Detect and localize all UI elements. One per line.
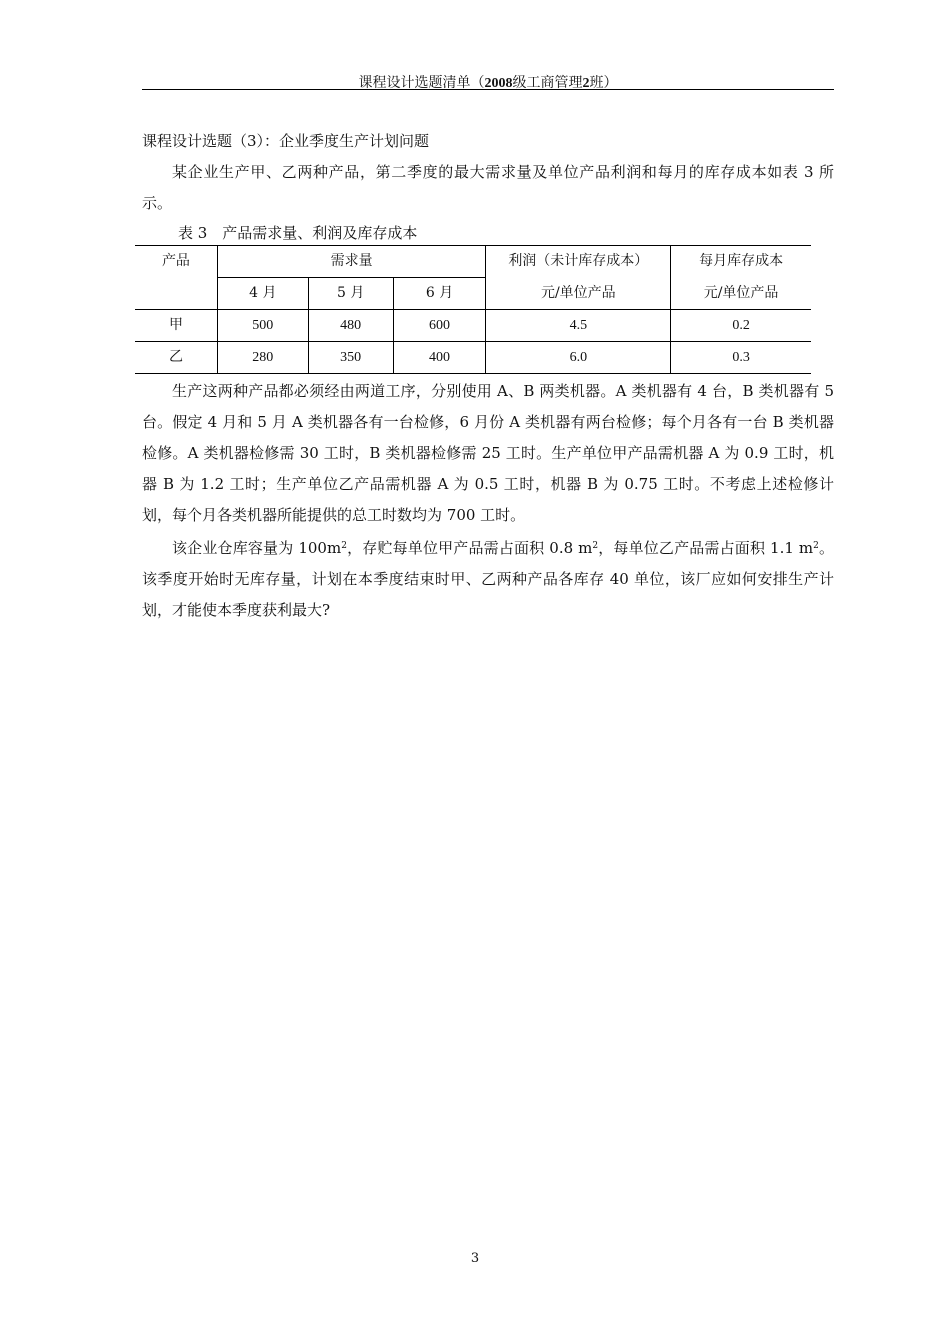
table-subheader-row [135,278,811,310]
header-year: 2008 [484,76,513,91]
cell-demand-m4: 280 [217,342,308,374]
header-suffix: 班） [589,75,618,91]
cell-stock-cost: 0.2 [671,310,811,342]
header-month-5: 5 月 [308,278,393,310]
header-month-4: 4 月 [217,278,308,310]
section-title: 课程设计选题（3）：企业季度生产计划问题 [142,132,430,150]
table-row [135,310,811,342]
superscript-2: 2 [592,541,599,551]
machine-paragraph: 生产这两种产品都必须经由两道工序，分别使用 A、B 两类机器。A 类机器有 4 台，B 类机器有 5 台。假定 4 月和 5 月 A 类机器各有一台检修，6 月份 A 类机器有两台检修；每个月各有一台 B 类机器检修。A 类机器检修需 30 工时，B 类机器检修需 25 工时。生产单位甲产品需机器 A 为 0.9 工时，机器 B 为 1.2 工时；生产单位乙产品需机器 A 为 0.5 工时，机器 B 为 0.75 工时。不考虑上述检修计划，每个月各类机器所能提供的总工时数均为 700 工时。 [142,382,834,524]
cell-demand-m5: 350 [308,342,393,374]
cell-demand-m4: 500 [217,310,308,342]
header-product: 产品 [135,246,217,278]
cell-profit: 4.5 [486,310,671,342]
warehouse-text-b: ，存贮每单位甲产品需占面积 0.8 m [346,539,593,557]
header-stock-cost: 每月库存成本 [671,246,811,278]
header-stock-unit: 元/单位产品 [671,278,811,310]
warehouse-text-d: 。该季度开始时无库存量，计划在本季度结束时甲、乙两种产品各库存 40 单位，该厂应如何安排生产计划，才能使本季度获利最大? [142,539,835,619]
intro-paragraph: 某企业生产甲、乙两种产品，第二季度的最大需求量及单位产品利润和每月的库存成本如表 3 所示。 [142,163,834,212]
document-body [142,126,834,626]
table-row [135,342,811,374]
cell-product: 甲 [135,310,217,342]
header-profit-unit: 元/单位产品 [486,278,671,310]
header-month-6: 6 月 [393,278,486,310]
header-demand: 需求量 [217,246,486,278]
header-class: 2 [582,76,590,91]
cell-profit: 6.0 [486,342,671,374]
cell-product: 乙 [135,342,217,374]
cell-demand-m6: 600 [393,310,486,342]
cell-demand-m5: 480 [308,310,393,342]
table-header-row [135,246,811,278]
warehouse-paragraph [142,531,834,626]
subheader-empty [135,278,217,310]
warehouse-text-a: 该企业仓库容量为 100m [172,539,342,557]
superscript-2: 2 [813,541,819,551]
demand-profit-table [135,245,811,374]
superscript-2: 2 [341,541,347,551]
warehouse-text-c: ，每单位乙产品需占面积 1.1 m [598,539,814,557]
header-mid: 级工商管理 [512,75,583,91]
table-caption: 表 3 产品需求量、利润及库存成本 [178,224,418,242]
header-prefix: 课程设计选题清单（ [358,75,485,91]
page-number: 3 [470,1251,480,1266]
header-profit: 利润（未计库存成本） [486,246,671,278]
header-rule [142,89,834,90]
cell-stock-cost: 0.3 [671,342,811,374]
cell-demand-m6: 400 [393,342,486,374]
